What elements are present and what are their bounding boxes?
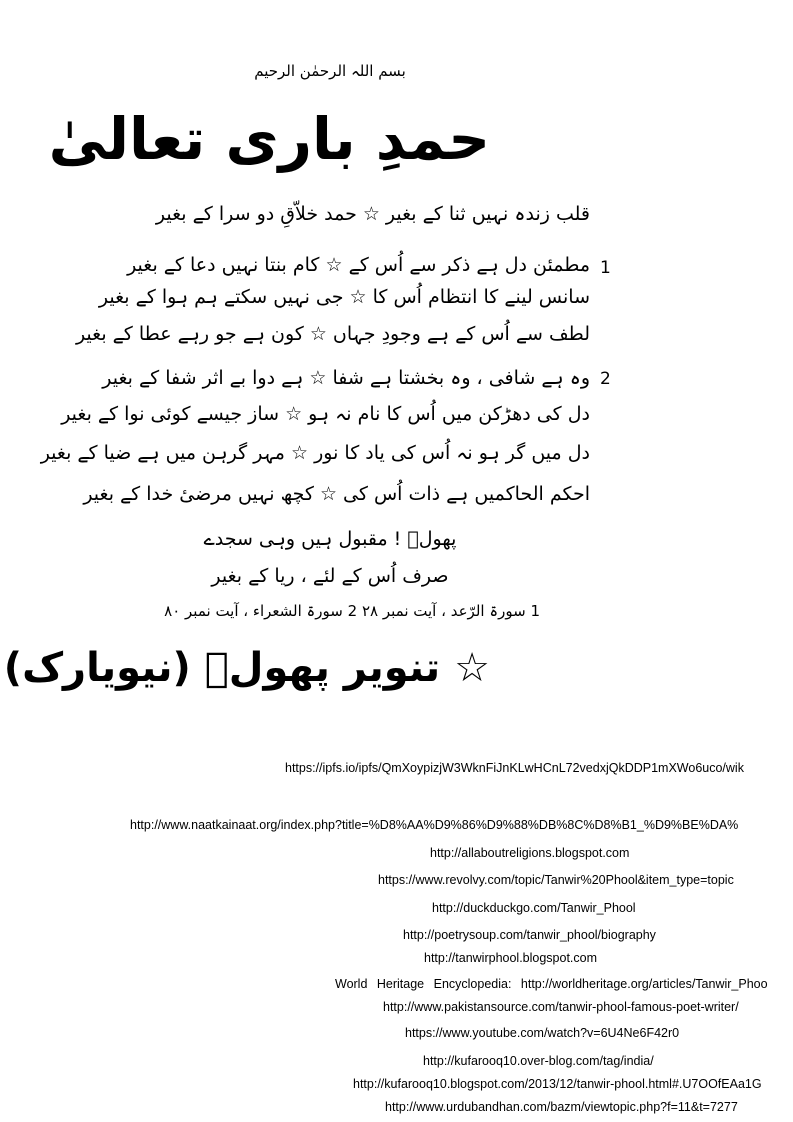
verse-line-8: احکم الحاکمیں ہے ذات اُس کی ☆ کچھ نہیں مرضیٔ خدا کے بغیر [83, 483, 590, 505]
link-youtube[interactable]: https://www.youtube.com/watch?v=6U4Ne6F42r0 [405, 1026, 680, 1040]
verse-line-4: لطف سے اُس کے ہے وجودِ جہاں ☆ کون ہے جو رہے عطا کے بغیر [75, 323, 590, 345]
closing-line-2: صرف اُس کے لئے ، ریا کے بغیر [211, 565, 449, 587]
footnote-mark-2: 2 [600, 369, 611, 389]
verse-line-6: دل کی دھڑکن میں اُس کا نام نہ ہو ☆ ساز جیسے کوئی نوا کے بغیر [61, 403, 590, 425]
link-kufarooq-blogspot[interactable]: http://kufarooq10.blogspot.com/2013/12/tanwir-phool.html#.U7OOfEAa1G [353, 1077, 762, 1091]
link-ipfs[interactable]: https://ipfs.io/ipfs/QmXoypizjW3WknFiJnKLwHCnL72vedxjQkDDP1mXWo6uco/wik [285, 761, 744, 775]
verse-line-2: مطمئن دل ہے ذکر سے اُس کے ☆ کام بنتا نہیں دعا کے بغیر [127, 254, 590, 276]
verse-line-3: سانس لینے کا انتظام اُس کا ☆ جی نہیں سکتے ہم ہوا کے بغیر [98, 286, 590, 308]
link-naatkainaat[interactable]: http://www.naatkainaat.org/index.php?title=%D8%AA%D9%86%D9%88%DB%8C%D8%B1_%D9%BE%DA% [130, 818, 739, 832]
verse-line-7: دل میں گر ہو نہ اُس کی یاد کا نور ☆ مہر گرہن میں ہے ضیا کے بغیر [40, 442, 590, 464]
verse-line-1: قلب زندہ نہیں ثنا کے بغیر ☆ حمد خلاّقِ دو سرا کے بغیر [155, 203, 590, 225]
verse-line-5: وہ ہے شافی ، وہ بخشتا ہے شفا ☆ ہے دوا بے اثر شفا کے بغیر [102, 367, 590, 389]
link-worldheritage[interactable]: World Heritage Encyclopedia: http://worldheritage.org/articles/Tanwir_Phoo [335, 977, 768, 991]
link-overblog[interactable]: http://kufarooq10.over-blog.com/tag/india/ [423, 1054, 654, 1068]
link-urdubandhan[interactable]: http://www.urdubandhan.com/bazm/viewtopic.php?f=11&t=7277 [385, 1100, 738, 1114]
footnote-mark-1: 1 [600, 258, 611, 278]
bismillah: بسم اللہ الرحمٰن الرحیم [254, 62, 406, 80]
closing-line-1: پھولؔ ! مقبول ہیں وہی سجدے [203, 528, 457, 550]
link-tanwirphool-blog[interactable]: http://tanwirphool.blogspot.com [424, 951, 598, 965]
link-poetrysoup[interactable]: http://poetrysoup.com/tanwir_phool/biography [403, 928, 656, 942]
references: 1 سورۃ الرّعد ، آیت نمبر ۲۸ 2 سورۃ الشعراء ، آیت نمبر ۸۰ [164, 602, 540, 620]
link-allaboutreligions[interactable]: http://allaboutreligions.blogspot.com [430, 846, 630, 860]
author-signature: ☆ تنویر پھولؔ (نیویارک) [3, 645, 490, 691]
link-pakistansource[interactable]: http://www.pakistansource.com/tanwir-phool-famous-poet-writer/ [383, 1000, 739, 1014]
link-duckduckgo[interactable]: http://duckduckgo.com/Tanwir_Phool [432, 901, 636, 915]
page-title: حمدِ باری تعالیٰ [48, 105, 490, 173]
link-revolvy[interactable]: https://www.revolvy.com/topic/Tanwir%20Phool&item_type=topic [378, 873, 734, 887]
